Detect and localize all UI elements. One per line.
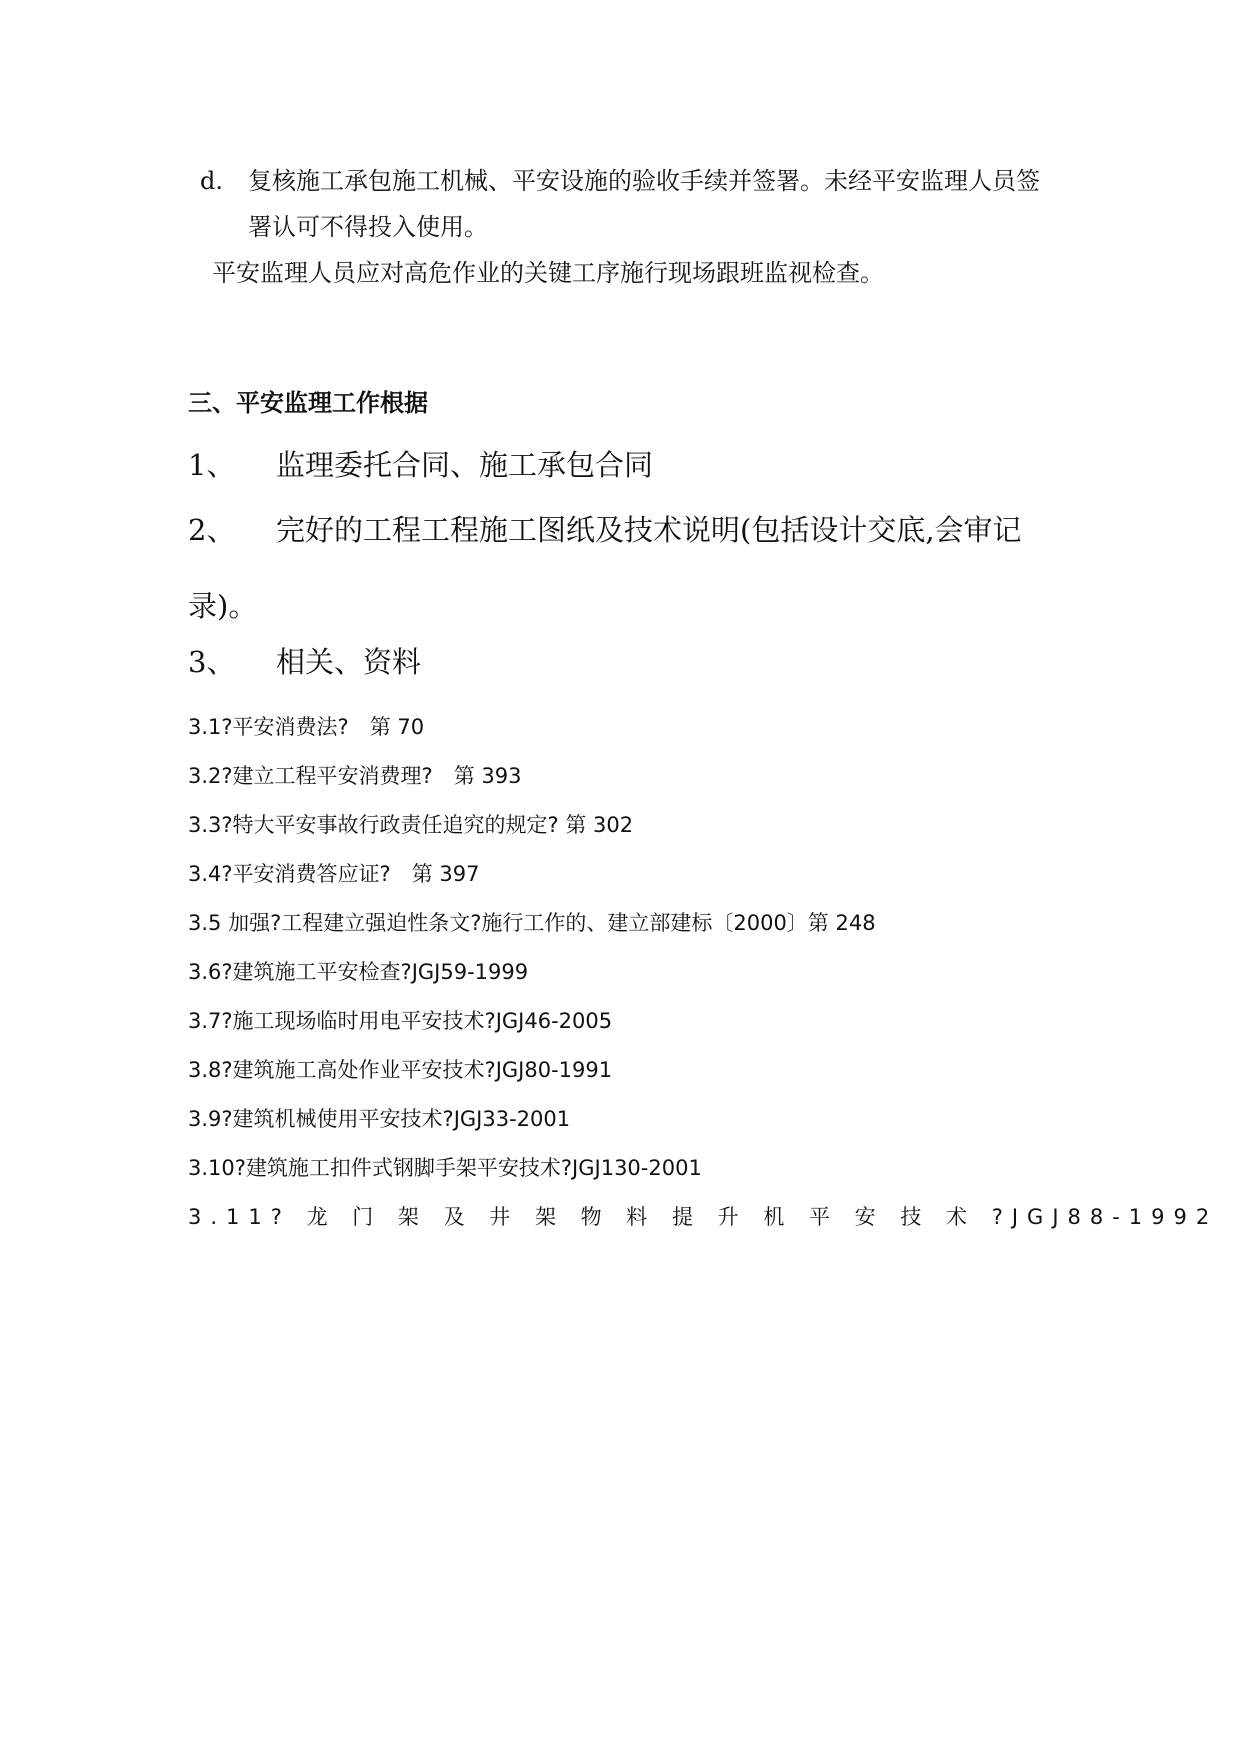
reference-item: 3.7?施工现场临时用电平安技术?JGJ46-2005 — [188, 1009, 613, 1033]
reference-item: 3.3?特大平安事故行政责任追究的规定? 第 302 — [188, 813, 634, 837]
basis-text: 相关、资料 — [276, 645, 422, 679]
basis-text: 完好的工程工程施工图纸及技术说明(包括设计交底,会审记 — [276, 513, 1022, 547]
reference-item: 3.11? 龙 门 架 及 井 架 物 料 提 升 机 平 安 技 术 ?JGJ88-1992 — [188, 1205, 1219, 1229]
basis-item-1 — [188, 445, 653, 485]
reference-list — [188, 711, 1219, 1250]
reference-item: 3.1?平安消费法? 第 70 — [188, 715, 425, 739]
reference-item: 3.4?平安消费答应证? 第 397 — [188, 862, 480, 886]
reference-item: 3.5 加强?工程建立强迫性条文?施行工作的、建立部建标〔2000〕第 248 — [188, 911, 876, 935]
reference-item: 3.10?建筑施工扣件式钢脚手架平安技术?JGJ130-2001 — [188, 1156, 702, 1180]
basis-number: 3、 — [188, 645, 236, 679]
basis-number: 2、 — [188, 513, 236, 547]
basis-item-3 — [188, 642, 421, 682]
basis-text: 监理委托合同、施工承包合同 — [276, 448, 654, 482]
reference-item: 3.2?建立工程平安消费理? 第 393 — [188, 764, 522, 788]
basis-item-2 — [188, 510, 1022, 550]
list-marker: d. — [200, 167, 223, 195]
section-heading: 三、平安监理工作根据 — [188, 389, 428, 417]
reference-item: 3.8?建筑施工高处作业平安技术?JGJ80-1991 — [188, 1058, 613, 1082]
reference-item: 3.9?建筑机械使用平安技术?JGJ33-2001 — [188, 1107, 571, 1131]
list-item-d — [200, 158, 1060, 250]
reference-item: 3.6?建筑施工平安检查?JGJ59-1999 — [188, 960, 529, 984]
basis-number: 1、 — [188, 448, 236, 482]
list-item-text: 复核施工承包施工机械、平安设施的验收手续并签署。未经平安监理人员签署认可不得投入使用。 — [248, 167, 1040, 241]
supervision-note: 平安监理人员应对高危作业的关键工序施行现场跟班监视检查。 — [212, 259, 884, 287]
basis-item-2-continuation: 录)。 — [188, 589, 258, 623]
